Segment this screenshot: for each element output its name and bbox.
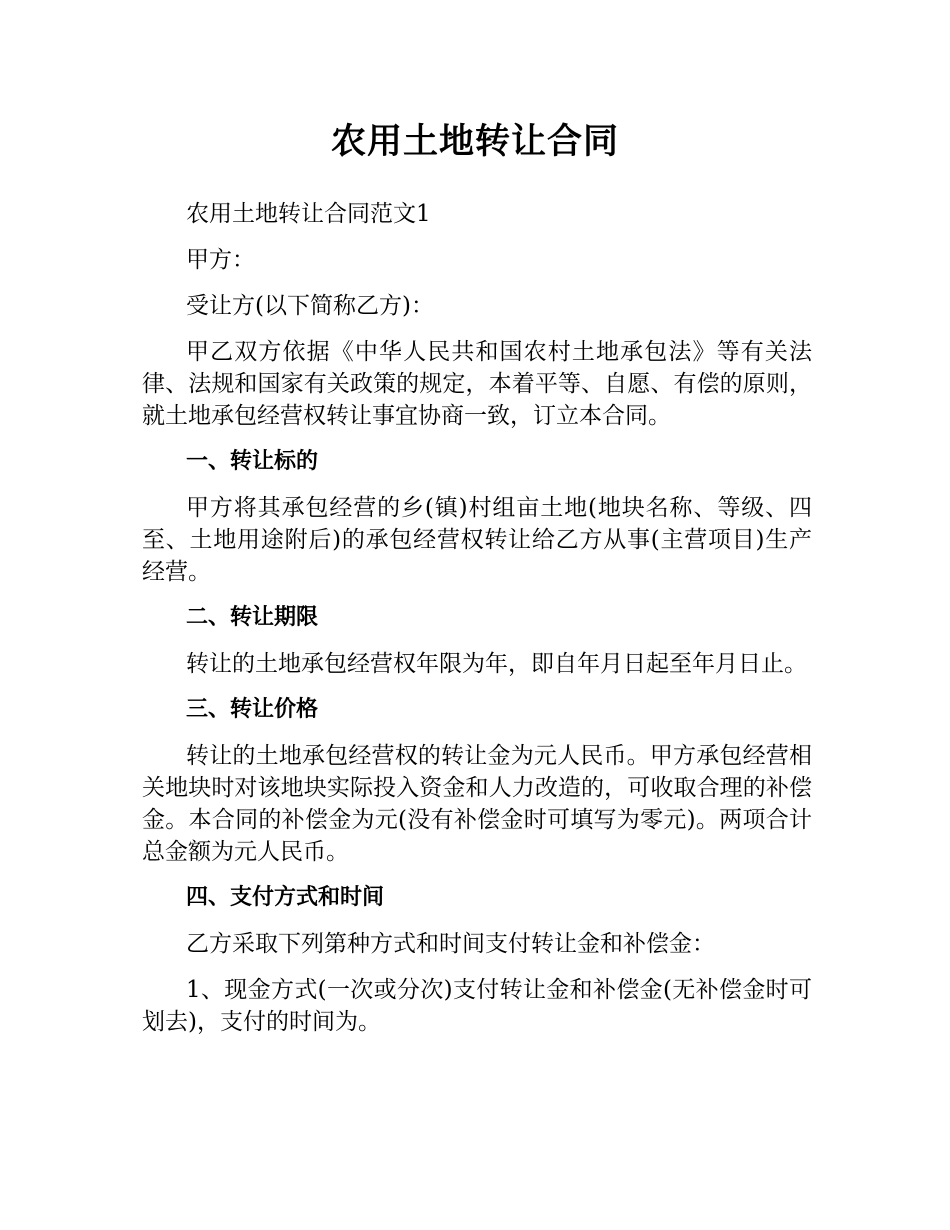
document-title: 农用土地转让合同 [330, 122, 619, 162]
section-heading-transfer-subject: 一、转让标的 [186, 449, 319, 474]
paragraph-payment-intro: 乙方采取下列第种方式和时间支付转让金和补偿金： [186, 931, 715, 957]
paragraph-transfer-subject: 甲方将其承包经营的乡(镇)村组亩土地(地块名称、等级、四至、土地用途附后)的承包经营权转让给乙方从事(主营项目)生产经营。 [142, 495, 812, 585]
document-body [142, 198, 812, 1052]
paragraph-party-b: 受让方(以下简称乙方)： [186, 293, 434, 319]
section-heading-payment: 四、支付方式和时间 [186, 885, 385, 910]
paragraph-transfer-price: 转让的土地承包经营权的转让金为元人民币。甲方承包经营相关地块时对该地块实际投入资金和人力改造的，可收取合理的补偿金。本合同的补偿金为元(没有补偿金时可填写为零元)。两项合计总金额为元人民币。 [142, 743, 812, 865]
paragraph-party-a: 甲方： [186, 247, 255, 273]
paragraph-preamble: 甲乙双方依据《中华人民共和国农村土地承包法》等有关法律、法规和国家有关政策的规定，本着平等、自愿、有偿的原则，就土地承包经营权转让事宜协商一致，订立本合同。 [142, 339, 812, 429]
paragraph-transfer-term: 转让的土地承包经营权年限为年，即自年月日起至年月日止。 [186, 651, 807, 677]
section-heading-transfer-term: 二、转让期限 [186, 605, 319, 630]
section-heading-transfer-price: 三、转让价格 [186, 697, 319, 722]
paragraph-sample-label: 农用土地转让合同范文1 [186, 201, 431, 227]
paragraph-payment-cash: 1、现金方式(一次或分次)支付转让金和补偿金(无补偿金时可划去)，支付的时间为。 [142, 977, 812, 1035]
